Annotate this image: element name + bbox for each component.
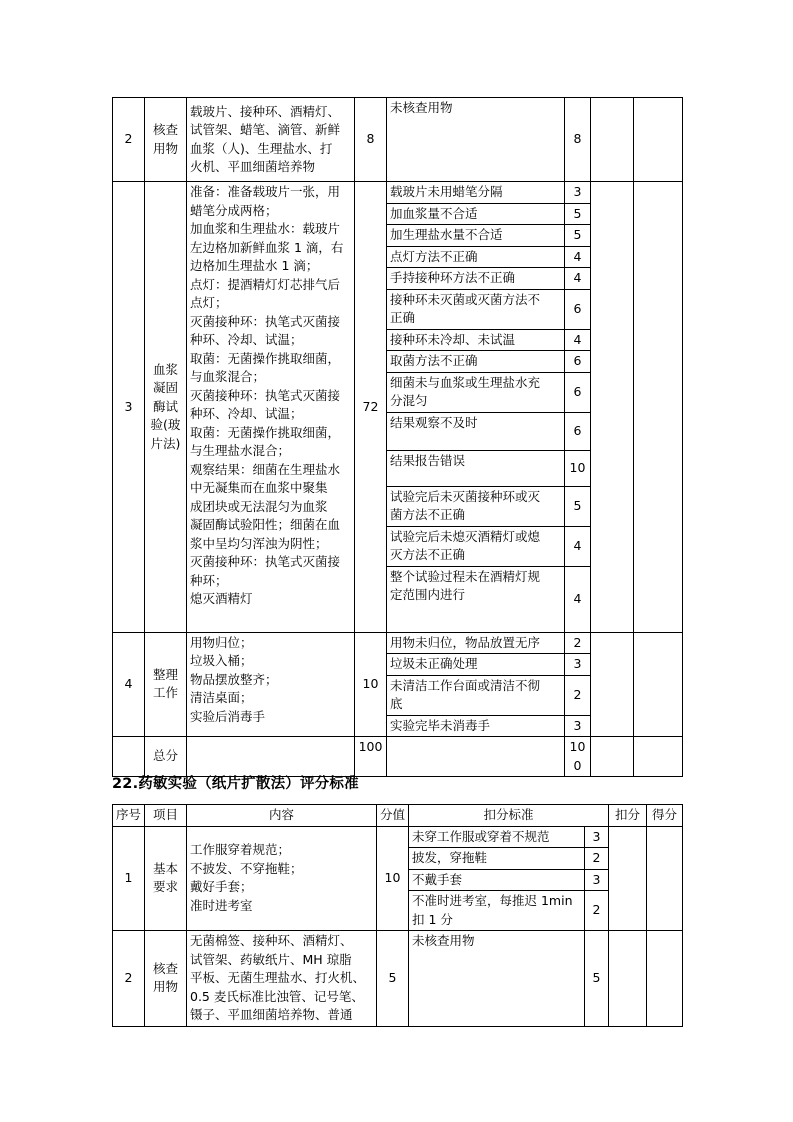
deduction-cell	[591, 737, 634, 777]
criteria-points: 3	[585, 869, 609, 891]
table-row	[113, 182, 683, 204]
criteria-points: 6	[565, 351, 591, 373]
total-blank-cell	[187, 737, 355, 777]
row-score: 5	[377, 931, 409, 1027]
row-content: 无菌棉签、接种环、酒精灯、 试管架、药敏纸片、MH 琼脂 平板、无菌生理盐水、打火机、 0.5 麦氏标准比浊管、记号笔、 镊子、平皿细菌培养物、普通	[187, 931, 377, 1027]
header-cell: 扣分	[609, 805, 647, 827]
row-item: 核查 用物	[145, 98, 187, 182]
row-content: 用物归位； 垃圾入桶； 物品摆放整齐； 清洁桌面； 实验后消毒手	[187, 632, 355, 737]
section-title: 22.药敏实验（纸片扩散法）评分标准	[112, 776, 359, 792]
criteria-text: 试验完后未熄灭酒精灯或熄 灭方法不正确	[387, 526, 565, 566]
criteria-points: 4	[565, 526, 591, 566]
table-row	[113, 632, 683, 654]
criteria-points: 3	[585, 826, 609, 848]
criteria-text: 取菌方法不正确	[387, 351, 565, 373]
criteria-points: 3	[565, 654, 591, 676]
row-number: 2	[113, 931, 145, 1027]
criteria-points: 6	[565, 412, 591, 450]
criteria-text: 点灯方法不正确	[387, 246, 565, 268]
table-row	[113, 98, 683, 182]
criteria-points: 4	[565, 268, 591, 290]
criteria-text: 试验完后未灭菌接种环或灭 菌方法不正确	[387, 486, 565, 526]
score-cell	[647, 931, 683, 1027]
row-score: 8	[355, 98, 387, 182]
criteria-text: 未穿工作服或穿着不规范	[409, 826, 585, 848]
total-row	[113, 737, 683, 777]
score-cell	[634, 737, 683, 777]
criteria-text: 结果报告错误	[387, 450, 565, 486]
header-cell: 序号	[113, 805, 145, 827]
deduction-cell	[609, 826, 647, 931]
header-cell: 扣分标准	[409, 805, 609, 827]
criteria-points: 2	[585, 891, 609, 931]
criteria-text: 用物未归位，物品放置无序	[387, 632, 565, 654]
table-row	[113, 931, 683, 1027]
total-label: 总分	[145, 737, 187, 777]
criteria-points: 4	[565, 329, 591, 351]
deduction-cell	[591, 632, 634, 737]
criteria-text: 接种环未冷却、未试温	[387, 329, 565, 351]
criteria-text: 结果观察不及时	[387, 412, 565, 450]
scoring-table-continued	[112, 97, 683, 777]
total-blank-cell	[387, 737, 565, 777]
criteria-points: 6	[565, 372, 591, 412]
row-number: 2	[113, 98, 145, 182]
total-blank-cell	[113, 737, 145, 777]
criteria-text: 未核查用物	[409, 931, 585, 1027]
deduction-cell	[591, 98, 634, 182]
deduction-cell	[591, 182, 634, 633]
total-score: 100	[355, 737, 387, 777]
row-content: 工作服穿着规范； 不披发、不穿拖鞋； 戴好手套； 准时进考室	[187, 826, 377, 931]
criteria-text: 垃圾未正确处理	[387, 654, 565, 676]
score-cell	[647, 826, 683, 931]
criteria-points: 3	[565, 182, 591, 204]
criteria-text: 披发，穿拖鞋	[409, 848, 585, 870]
criteria-points: 10	[565, 450, 591, 486]
row-item: 整理 工作	[145, 632, 187, 737]
criteria-text: 不准时进考室，每推迟 1min 扣 1 分	[409, 891, 585, 931]
header-cell: 项目	[145, 805, 187, 827]
criteria-text: 整个试验过程未在酒精灯规 定范围内进行	[387, 566, 565, 632]
score-cell	[634, 98, 683, 182]
score-cell	[634, 632, 683, 737]
total-points: 10 0	[565, 737, 591, 777]
row-item: 核查 用物	[145, 931, 187, 1027]
criteria-text: 加生理盐水量不合适	[387, 225, 565, 247]
criteria-points: 5	[565, 225, 591, 247]
row-item: 基本 要求	[145, 826, 187, 931]
deduction-cell	[609, 931, 647, 1027]
criteria-text: 实验完毕未消毒手	[387, 715, 565, 737]
row-number: 3	[113, 182, 145, 633]
criteria-points: 3	[565, 715, 591, 737]
row-item: 血浆 凝固 酶试 验(玻 片法)	[145, 182, 187, 633]
criteria-points: 4	[565, 566, 591, 632]
criteria-text: 未清洁工作台面或清洁不彻 底	[387, 675, 565, 715]
criteria-points: 5	[565, 203, 591, 225]
criteria-text: 接种环未灭菌或灭菌方法不 正确	[387, 289, 565, 329]
criteria-points: 2	[565, 632, 591, 654]
row-score: 72	[355, 182, 387, 633]
criteria-points: 8	[565, 98, 591, 182]
criteria-text: 手持接种环方法不正确	[387, 268, 565, 290]
criteria-points: 5	[585, 931, 609, 1027]
scoring-table-22	[112, 804, 683, 1027]
criteria-points: 6	[565, 289, 591, 329]
criteria-text: 细菌未与血浆或生理盐水充 分混匀	[387, 372, 565, 412]
row-content: 载玻片、接种环、酒精灯、 试管架、蜡笔、滴管、新鲜 血浆（人)、生理盐水、打 火机、平皿细菌培养物	[187, 98, 355, 182]
row-score: 10	[377, 826, 409, 931]
row-content: 准备：准备载玻片一张，用 蜡笔分成两格； 加血浆和生理盐水：载玻片 左边格加新鲜血浆 1 滴，右 边格加生理盐水 1 滴； 点灯：提酒精灯灯芯排气后 点灯； 灭菌接种环：执笔式灭菌接 种环、冷却、试温； 取菌：无菌操作挑取细菌， 与血浆混合； 灭菌接种环：执笔式灭菌接 种环、冷却、试温； 取菌：无菌操作挑取细菌， 与生理盐水混合； 观察结果：细菌在生理盐水 中无凝集而在血浆中聚集 成团块或无法混匀为血浆 凝固酶试验阳性；细菌在血 浆中呈均匀浑浊为阴性； 灭菌接种环：执笔式灭菌接 种环； 熄灭酒精灯	[187, 182, 355, 633]
header-row	[113, 805, 683, 827]
criteria-points: 2	[585, 848, 609, 870]
criteria-text: 未核查用物	[387, 98, 565, 182]
header-cell: 得分	[647, 805, 683, 827]
criteria-text: 载玻片未用蜡笔分隔	[387, 182, 565, 204]
table-row	[113, 826, 683, 848]
header-cell: 内容	[187, 805, 377, 827]
criteria-points: 5	[565, 486, 591, 526]
criteria-points: 4	[565, 246, 591, 268]
row-number: 4	[113, 632, 145, 737]
header-cell: 分值	[377, 805, 409, 827]
row-score: 10	[355, 632, 387, 737]
row-number: 1	[113, 826, 145, 931]
criteria-text: 加血浆量不合适	[387, 203, 565, 225]
criteria-points: 2	[565, 675, 591, 715]
score-cell	[634, 182, 683, 633]
criteria-text: 不戴手套	[409, 869, 585, 891]
